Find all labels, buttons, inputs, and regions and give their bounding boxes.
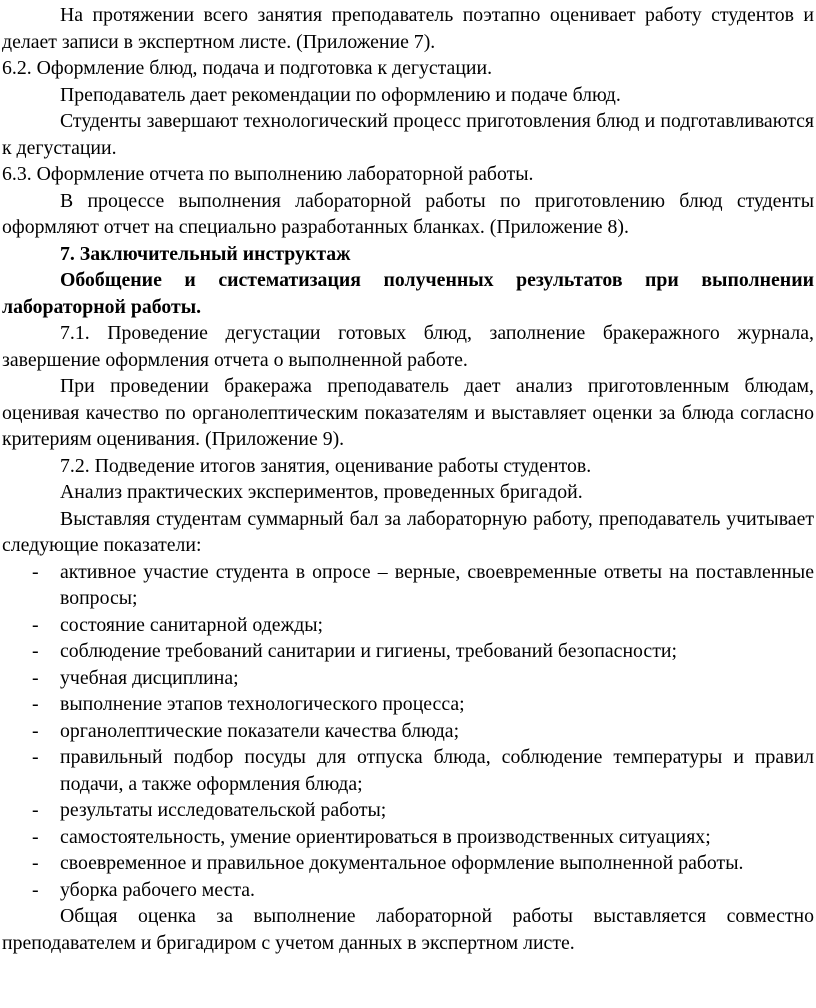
- section-7-heading: 7. Заключительный инструктаж: [60, 242, 351, 265]
- list-item-text: соблюдение требований санитарии и гигиены, требований безопасности;: [60, 640, 677, 662]
- list-item: [2, 691, 814, 718]
- subsection-6-3-title: 6.3. Оформление отчета по выполнению лабораторной работы.: [2, 163, 534, 185]
- list-item-text: органолептические показатели качества блюда;: [60, 719, 460, 742]
- list-item: [2, 744, 814, 797]
- dash-marker: -: [32, 878, 39, 901]
- dash-marker: -: [32, 693, 39, 715]
- dash-marker: -: [32, 560, 39, 583]
- list-item: [2, 877, 814, 904]
- paragraph-recommendations: Преподаватель дает рекомендации по оформлению и подаче блюд.: [60, 83, 621, 106]
- list-item-text: выполнение этапов технологического процесса;: [60, 693, 465, 715]
- list-item-text: активное участие студента в опросе – верные, своевременные ответы на поставленные вопросы;: [60, 560, 814, 609]
- list-item-text: самостоятельность, умение ориентироваться в производственных ситуациях;: [60, 825, 711, 848]
- paragraph-students-finish: Студенты завершают технологический процесс приготовления блюд и подготавливаются к дегустации.: [2, 110, 814, 159]
- list-item-text: уборка рабочего места.: [60, 878, 255, 901]
- paragraph-grading-notes: На протяжении всего занятия преподаватель поэтапно оценивает работу студентов и делает записи в экспертном листе. (Приложение 7).: [2, 4, 814, 53]
- paragraph-summary: 7.2. Подведение итогов занятия, оценивание работы студентов.: [60, 454, 592, 477]
- list-item-text: учебная дисциплина;: [60, 666, 239, 689]
- dash-marker: -: [32, 825, 39, 848]
- paragraph-tasting: 7.1. Проведение дегустации готовых блюд, заполнение бракеражного журнала, завершение оформления отчета о выполненной работе.: [2, 322, 814, 371]
- dash-marker: -: [32, 799, 39, 821]
- list-item: [2, 638, 814, 665]
- paragraph-brakerazh: При проведении бракеража преподаватель дает анализ приготовленным блюдам, оценивая качество по органолептическим показателям и выставляет оценки за блюда согласно критериям оценивания. (Приложение 9).: [2, 375, 814, 450]
- subsection-6-2-title: 6.2. Оформление блюд, подача и подготовка к дегустации.: [2, 57, 493, 79]
- list-item: [2, 559, 814, 612]
- paragraph-analysis: Анализ практических экспериментов, проведенных бригадой.: [60, 481, 583, 503]
- criteria-list: [2, 559, 814, 904]
- list-item: [2, 797, 814, 824]
- dash-marker: -: [32, 719, 39, 742]
- paragraph-closing: Общая оценка за выполнение лабораторной работы выставляется совместно преподавателем и бригадиром с учетом данных в экспертном листе.: [2, 905, 814, 954]
- dash-marker: -: [32, 613, 39, 636]
- dash-marker: -: [32, 852, 39, 874]
- list-item-text: правильный подбор посуды для отпуска блюда, соблюдение температуры и правил подачи, а также оформления блюда;: [60, 746, 814, 795]
- dash-marker: -: [32, 640, 39, 662]
- list-item-text: своевременное и правильное документальное оформление выполненной работы.: [60, 852, 744, 874]
- paragraph-criteria-intro: Выставляя студентам суммарный бал за лабораторную работу, преподаватель учитывает следующие показатели:: [2, 507, 814, 556]
- section-7-subheading: Обобщение и систематизация полученных результатов при выполнении лабораторной работы.: [2, 269, 814, 318]
- list-item-text: результаты исследовательской работы;: [60, 799, 387, 821]
- dash-marker: -: [32, 746, 39, 768]
- paragraph-report-forms: В процессе выполнения лабораторной работы по приготовлению блюд студенты оформляют отчет на специально разработанных бланках. (Приложение 8).: [2, 189, 814, 238]
- list-item: [2, 850, 814, 877]
- dash-marker: -: [32, 666, 39, 689]
- list-item-text: состояние санитарной одежды;: [60, 613, 324, 636]
- list-item: [2, 824, 814, 851]
- list-item: [2, 718, 814, 745]
- list-item: [2, 665, 814, 692]
- list-item: [2, 612, 814, 639]
